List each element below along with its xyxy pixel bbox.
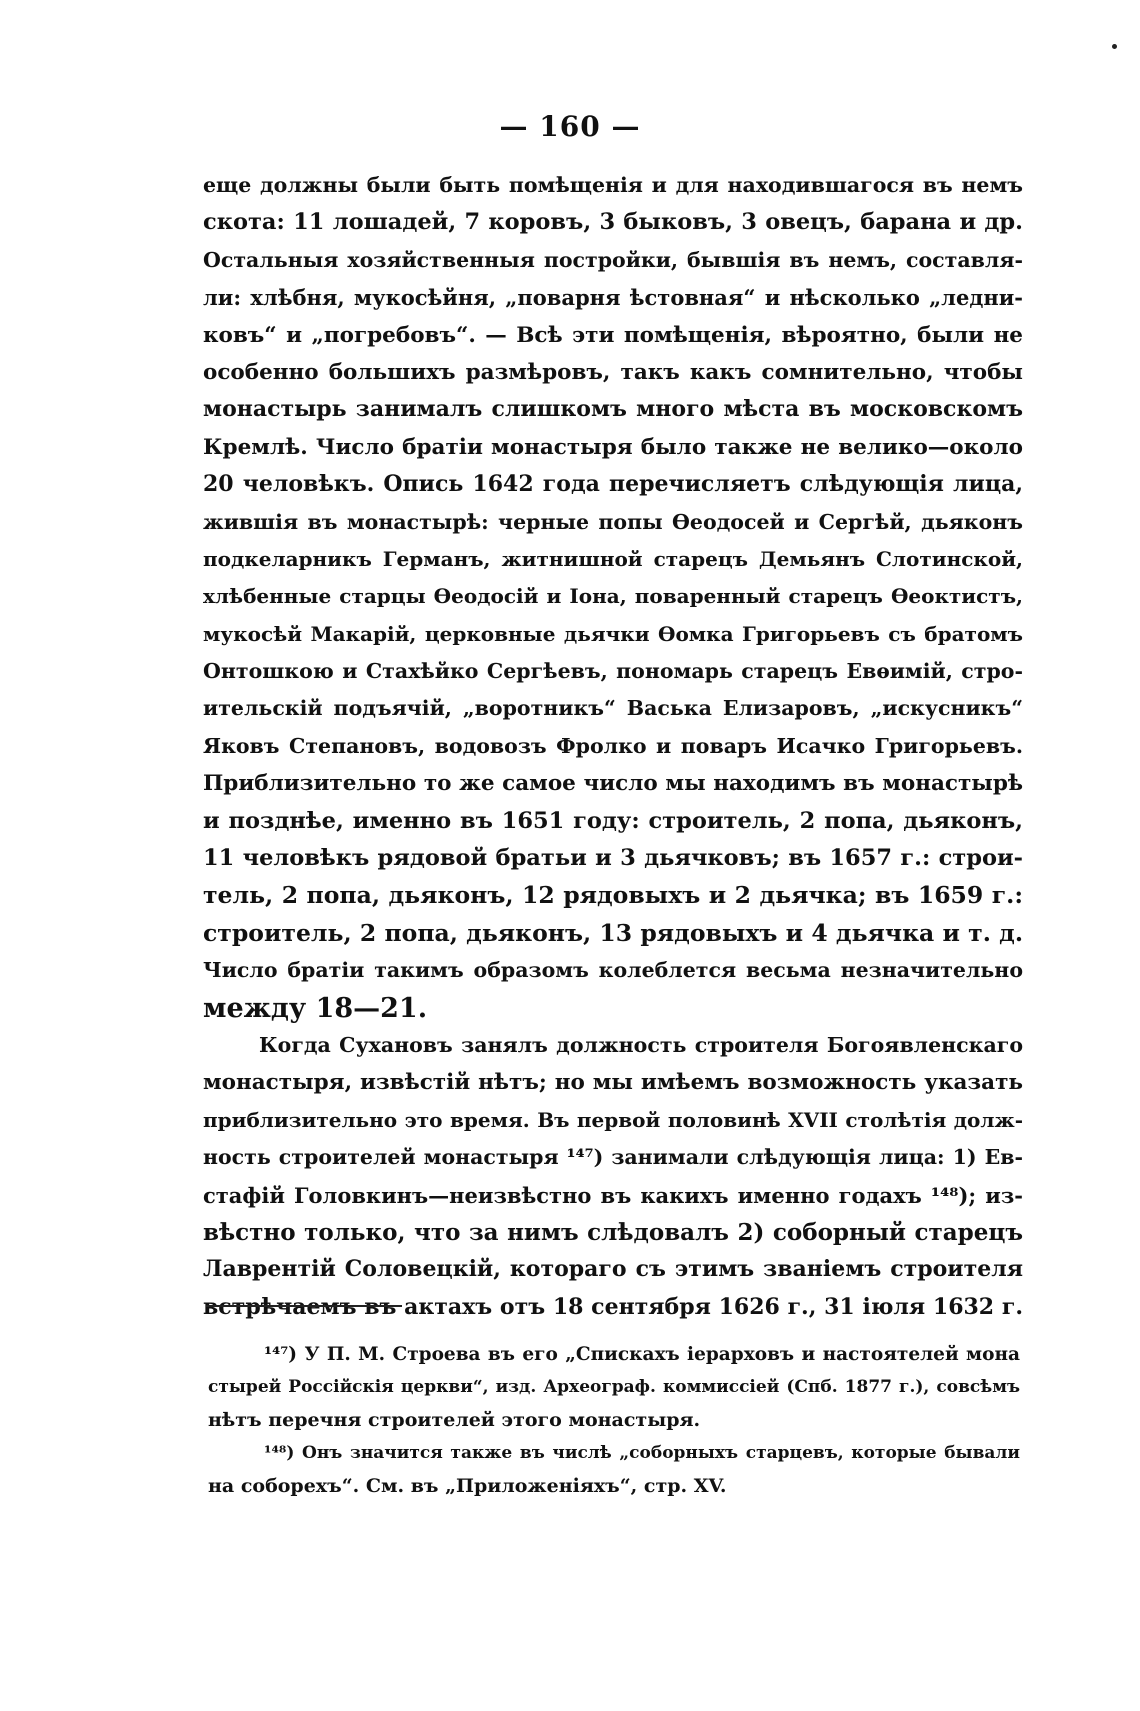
text-line: встрѣчаемъ въ актахъ отъ 18 сентября 1626 г., 31 іюля 1632 г. xyxy=(203,1293,1023,1320)
paragraph-start-line: Когда Сухановъ занялъ должность строителя Богоявленскаго xyxy=(259,1032,1023,1057)
text-line: Онтошкою и Стахѣйко Сергѣевъ, пономарь старецъ Евѳимій, стро- xyxy=(203,659,1023,684)
footnote-147-line: ¹⁴⁷) У П. М. Строева въ его „Спискахъ іерарховъ и настоятелей мона xyxy=(264,1344,1020,1365)
footnote-148-line: на соборехъ“. См. въ „Приложеніяхъ“, стр. XV. xyxy=(208,1475,727,1497)
paragraph-end-line: между 18—21. xyxy=(203,992,428,1024)
text-line: особенно большихъ размѣровъ, такъ какъ сомнительно, чтобы xyxy=(203,359,1023,385)
footnote-148-line: ¹⁴⁸) Онъ значится также въ числѣ „соборныхъ старцевъ, которые бывали xyxy=(264,1443,1020,1463)
text-line: ность строителей монастыря ¹⁴⁷) занимали слѣдующія лица: 1) Ев- xyxy=(203,1145,1023,1170)
text-line: 20 человѣкъ. Опись 1642 года перечисляетъ слѣдующія лица, xyxy=(203,471,1023,498)
text-line: Приблизительно то же самое число мы находимъ въ монастырѣ xyxy=(203,771,1023,797)
scan-speck xyxy=(1112,44,1117,49)
text-line: приблизительно это время. Въ первой половинѣ XVII столѣтія долж- xyxy=(203,1107,1023,1132)
text-line: подкеларникъ Германъ, житнишной старецъ Демьянъ Слотинской, xyxy=(203,546,1023,571)
text-line: ли: хлѣбня, мукосѣйня, „поварня ѣстовная“ и нѣсколько „ледни- xyxy=(203,285,1023,311)
main-text xyxy=(203,167,1023,1326)
text-line: еще должны были быть помѣщенія и для находившагося въ немъ xyxy=(203,173,1023,197)
text-line: тель, 2 попа, дьяконъ, 12 рядовыхъ и 2 дьячка; въ 1659 г.: xyxy=(203,881,1023,910)
footnotes xyxy=(208,1338,1020,1503)
text-line: Остальныя хозяйственныя постройки, бывшія въ немъ, составля- xyxy=(203,247,1023,272)
text-line: хлѣбенные старцы Ѳеодосій и Іона, поваренный старецъ Ѳеоктистъ, xyxy=(203,584,1023,609)
text-line: монастыря, извѣстій нѣтъ; но мы имѣемъ возможность указать xyxy=(203,1070,1023,1096)
text-line: 11 человѣкъ рядовой братьи и 3 дьячковъ; въ 1657 г.: строи- xyxy=(203,845,1023,872)
text-line: ительскій подъячій, „воротникъ“ Васька Елизаровъ, „искусникъ“ xyxy=(203,696,1023,721)
footnote-divider xyxy=(206,1305,402,1307)
text-line: монастырь занималъ слишкомъ много мѣста въ московскомъ xyxy=(203,396,1023,423)
footnote-147-line: нѣтъ перечня строителей этого монастыря. xyxy=(208,1409,701,1431)
text-line: Число братіи такимъ образомъ колеблется весьма незначительно xyxy=(203,958,1023,983)
page-number: — 160 — xyxy=(499,110,641,143)
text-line: и позднѣе, именно въ 1651 году: строитель, 2 попа, дьяконъ, xyxy=(203,807,1023,834)
text-line: строитель, 2 попа, дьяконъ, 13 рядовыхъ и 4 дьячка и т. д. xyxy=(203,918,1023,947)
text-line: вѣстно только, что за нимъ слѣдовалъ 2) соборный старецъ xyxy=(203,1218,1023,1246)
text-line: Яковъ Степановъ, водовозъ Фролко и поваръ Исачко Григорьевъ. xyxy=(203,733,1023,758)
text-line: Лаврентій Соловецкій, котораго съ этимъ званіемъ строителя xyxy=(203,1256,1023,1283)
footnote-147-line: стырей Россійскія церкви“, изд. Археограф. коммиссіей (Спб. 1877 г.), совсѣмъ xyxy=(208,1377,1020,1397)
text-line: жившія въ монастырѣ: черные попы Ѳеодосей и Сергѣй, дьяконъ xyxy=(203,509,1023,534)
text-line: ковъ“ и „погребовъ“. — Всѣ эти помѣщенія, вѣроятно, были не xyxy=(203,322,1023,348)
text-line: мукосѣй Макарій, церковные дьячки Ѳомка Григорьевъ съ братомъ xyxy=(203,621,1023,646)
text-line: стафій Головкинъ—неизвѣстно въ какихъ именно годахъ ¹⁴⁸); из- xyxy=(203,1182,1023,1208)
text-line: Кремлѣ. Число братіи монастыря было также не велико—около xyxy=(203,434,1023,460)
text-line: скота: 11 лошадей, 7 коровъ, 3 быковъ, 3 овецъ, барана и др. xyxy=(203,209,1023,236)
